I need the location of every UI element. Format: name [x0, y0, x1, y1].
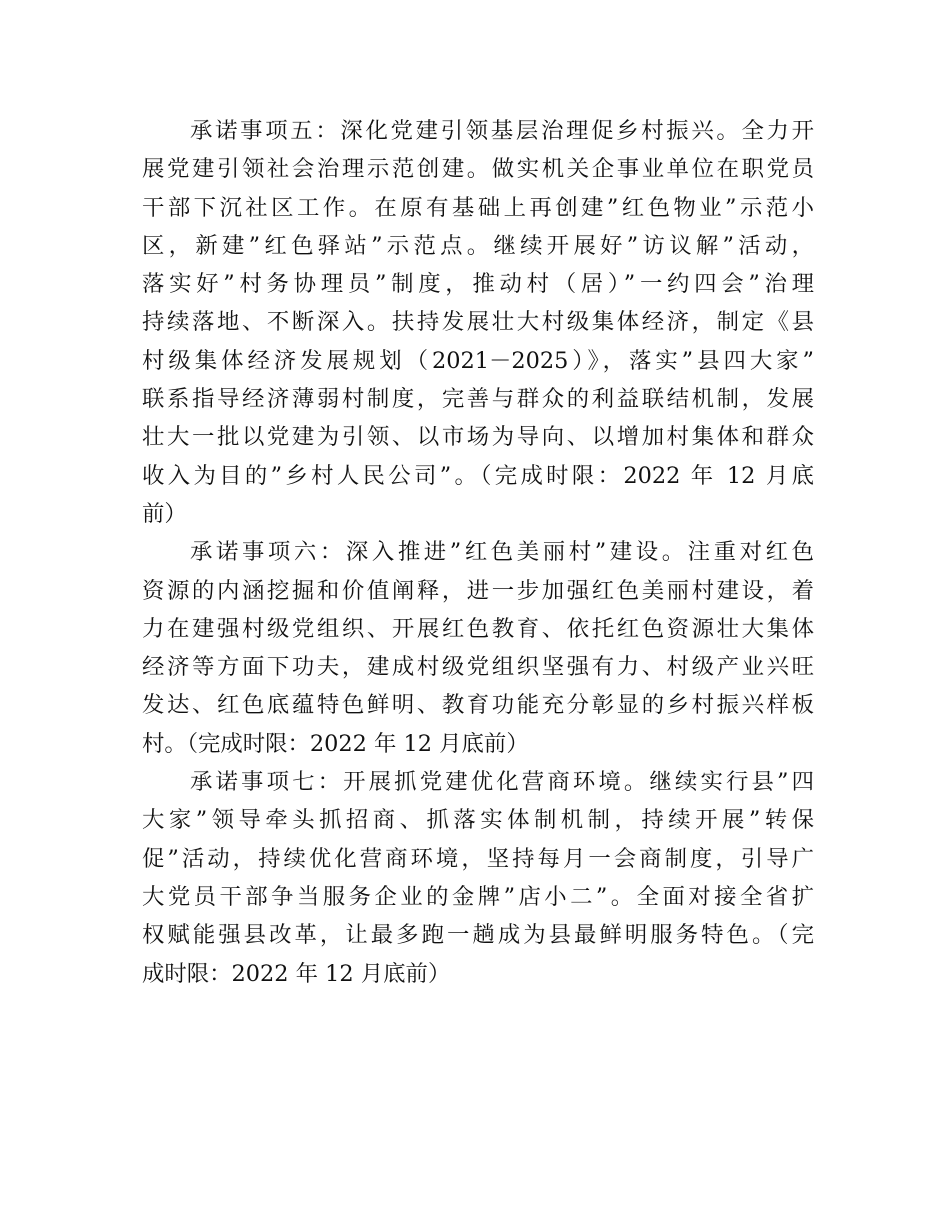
text-line: 联系指导经济薄弱村制度，完善与群众的利益联结机制，发展 [142, 386, 814, 413]
text-line: 经济等方面下功夫，建成村级党组织坚强有力、村级产业兴旺 [142, 654, 814, 681]
text-line: 承诺事项五：深化党建引领基层治理促乡村振兴。全力开 [190, 118, 814, 144]
text-line: 村级集体经济发展规划（2021－2025）》，落实”县四大家” [142, 347, 814, 374]
text-line: 前） [142, 500, 187, 527]
text-line: 收入为目的”乡村人民公司”。（完成时限：2022 年 12 月底 [142, 462, 814, 489]
paragraph-commitment-6 [142, 533, 814, 763]
text-line: 展党建引领社会治理示范创建。做实机关企事业单位在职党员 [142, 156, 814, 183]
text-line: 成时限：2022 年 12 月底前） [142, 960, 451, 987]
document-body [142, 112, 814, 993]
text-line: 资源的内涵挖掘和价值阐释，进一步加强红色美丽村建设，着 [142, 577, 814, 604]
text-line: 促”活动，持续优化营商环境，坚持每月一会商制度，引导广 [142, 845, 814, 872]
text-line: 大家”领导牵头抓招商、抓落实体制机制，持续开展”转保 [142, 807, 814, 834]
text-line: 力在建强村级党组织、开展红色教育、依托红色资源壮大集体 [142, 615, 814, 642]
paragraph-commitment-7 [142, 763, 814, 993]
text-line: 大党员干部争当服务企业的金牌”店小二”。全面对接全省扩 [142, 883, 814, 910]
text-line: 承诺事项七：开展抓党建优化营商环境。继续实行县”四 [190, 769, 814, 796]
text-line: 承诺事项六：深入推进”红色美丽村”建设。注重对红色 [190, 539, 814, 566]
text-line: 区，新建”红色驿站”示范点。继续开展好”访议解”活动， [142, 232, 814, 259]
text-line: 干部下沉社区工作。在原有基础上再创建”红色物业”示范小 [142, 194, 814, 221]
text-line: 权赋能强县改革，让最多跑一趟成为县最鲜明服务特色。（完 [142, 922, 814, 949]
text-line: 落实好”村务协理员”制度，推动村（居）”一约四会”治理 [142, 271, 814, 298]
text-line: 壮大一批以党建为引领、以市场为导向、以增加村集体和群众 [142, 424, 814, 451]
text-line: 持续落地、不断深入。扶持发展壮大村级集体经济，制定《县 [142, 309, 814, 336]
text-line: 村。（完成时限：2022 年 12 月底前） [142, 730, 529, 757]
paragraph-commitment-5 [142, 112, 814, 533]
text-line: 发达、红色底蕴特色鲜明、教育功能充分彰显的乡村振兴样板 [142, 692, 814, 719]
